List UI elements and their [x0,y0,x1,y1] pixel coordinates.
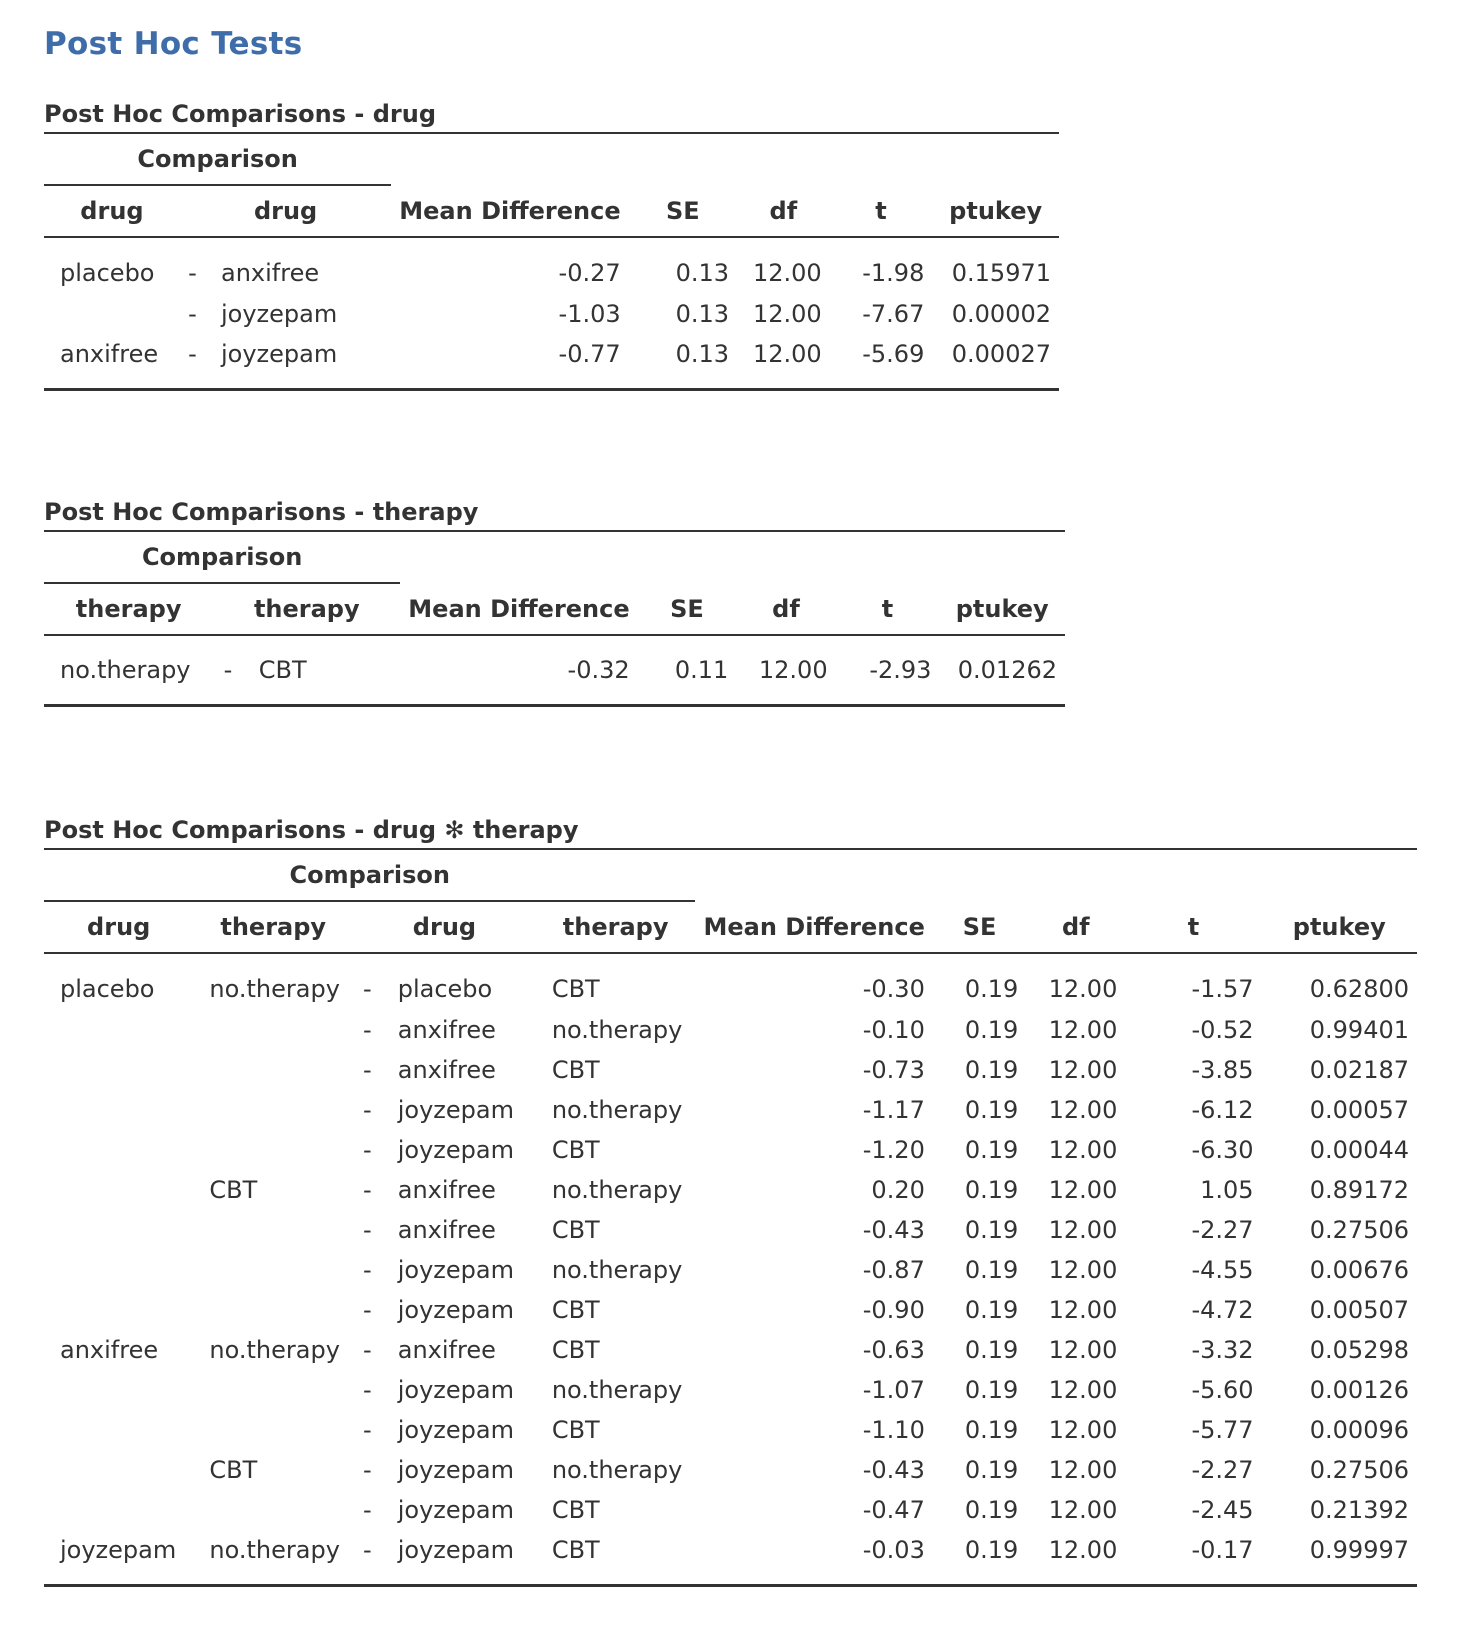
table-cell: anxifree [44,334,180,390]
table-cell: - [363,1376,372,1404]
table-row [44,1090,1417,1130]
table-cell: CBT [209,1456,258,1484]
table-cell: -0.03 [695,1530,932,1586]
table-cell: joyzepam [382,1530,536,1586]
table-cell: CBT [209,1176,258,1204]
table-cell: - [213,635,242,706]
table-cell: anxifree [60,1336,159,1364]
table-cell: 0.19 [964,1216,1019,1244]
table-row [44,1330,1417,1370]
posthoc-drug-table [44,132,1059,391]
table-cell: 0.19 [964,1296,1019,1324]
table-cell: joyzepam [397,1376,514,1404]
column-header: ptukey [1262,901,1417,953]
table-cell [193,1090,353,1130]
table-cell: placebo [60,259,155,287]
table-cell: 0.19 [964,1336,1019,1364]
table-cell [193,1250,353,1290]
table-cell [193,1010,353,1050]
table-cell: 12.00 [1026,1530,1125,1586]
table-cell: 12.00 [1048,1496,1118,1524]
table-cell: 0.20 [871,1176,925,1204]
column-header: therapy [44,583,213,635]
table-cell: no.therapy [209,975,340,1003]
table-body [44,953,1417,1586]
table-cell [193,1490,353,1530]
table-body [44,237,1059,390]
table-cell: -0.10 [862,1016,925,1044]
table-cell: 12.00 [1048,1136,1118,1164]
table-cell: 12.00 [1048,1416,1118,1444]
table-cell: 12.00 [1048,1096,1118,1124]
table-cell: 12.00 [1048,1376,1118,1404]
table-cell: joyzepam [205,334,391,390]
table-cell [193,1050,353,1090]
table-cell: - [363,1176,372,1204]
table-cell [44,1290,193,1330]
table-cell [193,1370,353,1410]
table-cell: placebo [60,975,155,1003]
table-cell: - [363,1216,372,1244]
table-cell: -5.60 [1191,1376,1254,1404]
table-cell: -0.43 [862,1216,925,1244]
column-header: Mean Difference [391,185,628,237]
table-cell: 0.00096 [1309,1416,1409,1444]
table-cell: -0.52 [1191,1016,1254,1044]
table-cell: anxifree [220,259,320,287]
column-header: ptukey [939,583,1065,635]
table-row [44,294,1059,334]
table-cell [193,1410,353,1450]
posthoc-therapy-table-section [44,494,1065,707]
table-cell: - [188,300,197,328]
table-row [44,635,1065,706]
table-cell: no.therapy [44,635,213,706]
table-cell: -2.93 [836,635,940,706]
table-cell: 12.00 [1048,1256,1118,1284]
table-cell: 0.19 [964,1376,1019,1404]
column-header: therapy [213,583,400,635]
table-cell: CBT [551,1336,600,1364]
table-row [44,1290,1417,1330]
posthoc-interaction-table [44,848,1417,1587]
column-header: df [737,185,830,237]
table-cell: - [363,1016,372,1044]
table-title: Post Hoc Comparisons - drug ✻ therapy [44,816,579,844]
table-cell: -1.98 [862,259,925,287]
table-cell: 0.05298 [1309,1336,1409,1364]
table-cell: no.therapy [551,1456,683,1484]
table-cell: anxifree [397,1176,496,1204]
column-header: t [830,185,933,237]
table-cell: 12.00 [1048,975,1118,1003]
table-cell: 0.00027 [932,334,1059,390]
table-cell: -0.43 [862,1456,925,1484]
table-cell [44,1010,193,1050]
table-cell: anxifree [397,1016,496,1044]
table-cell: -0.73 [862,1056,925,1084]
table-cell: 0.13 [675,259,730,287]
table-cell [44,1170,193,1210]
table-cell: -7.67 [862,300,925,328]
comparison-header: Comparison [44,133,391,185]
table-row [44,237,1059,294]
table-cell: CBT [551,1416,600,1444]
column-header: drug [44,901,193,953]
table-cell: -2.27 [1191,1216,1254,1244]
table-cell: -6.12 [1191,1096,1254,1124]
table-cell: 0.99997 [1262,1530,1417,1586]
posthoc-therapy-table [44,530,1065,707]
table-cell: - [353,1530,382,1586]
table-cell: 0.00002 [951,300,1051,328]
table-cell: 0.00057 [1309,1096,1409,1124]
table-cell: no.therapy [551,1376,683,1404]
table-cell: CBT [243,635,401,706]
table-cell [44,1450,193,1490]
table-cell: 0.19 [964,1496,1019,1524]
column-header: drug [44,185,180,237]
table-cell [44,1250,193,1290]
column-header: t [1125,901,1261,953]
table-cell: CBT [551,1296,600,1324]
table-row [44,334,1059,390]
table-cell: -1.07 [862,1376,925,1404]
column-header: Mean Difference [400,583,637,635]
table-cell: 0.19 [964,1096,1019,1124]
table-cell: placebo [397,975,493,1003]
table-cell: 12.00 [736,635,835,706]
table-cell: anxifree [397,1336,496,1364]
table-cell: CBT [551,1216,600,1244]
table-cell: 12.00 [737,334,830,390]
table-cell: - [363,1456,372,1484]
table-cell: - [188,259,197,287]
comparison-header: Comparison [44,849,695,901]
table-cell: 0.27506 [1309,1216,1409,1244]
column-header: df [736,583,835,635]
table-cell: -0.90 [862,1296,925,1324]
table-row [44,1450,1417,1490]
table-cell: 12.00 [752,300,822,328]
table-cell: 12.00 [1048,1216,1118,1244]
table-cell: 12.00 [1048,1336,1118,1364]
table-cell: - [363,1056,372,1084]
table-cell: 1.05 [1200,1176,1254,1204]
table-cell: -1.03 [558,300,621,328]
column-header: therapy [193,901,353,953]
table-row [44,1210,1417,1250]
table-cell: 0.27506 [1309,1456,1409,1484]
table-cell: 0.13 [629,334,737,390]
table-cell: 0.19 [964,1176,1019,1204]
table-cell: -4.55 [1191,1256,1254,1284]
table-cell: -2.45 [1191,1496,1254,1524]
table-row [44,1050,1417,1090]
table-row [44,1130,1417,1170]
column-header: ptukey [932,185,1059,237]
table-cell: 12.00 [1048,1456,1118,1484]
table-cell [193,1130,353,1170]
table-row [44,1530,1417,1586]
table-cell: 0.01262 [939,635,1065,706]
table-cell: -0.47 [862,1496,925,1524]
table-cell: -1.57 [1191,975,1254,1003]
table-cell: 0.19 [964,1416,1019,1444]
table-cell [44,1090,193,1130]
column-header: t [836,583,940,635]
column-header: df [1026,901,1125,953]
table-cell: 0.13 [675,300,730,328]
column-header: Mean Difference [695,901,932,953]
page-title: Post Hoc Tests [44,26,303,62]
table-row [44,1410,1417,1450]
table-cell: CBT [551,1136,600,1164]
table-cell: CBT [551,1496,600,1524]
table-cell: joyzepam [220,300,338,328]
table-cell: 0.02187 [1309,1056,1409,1084]
table-cell: 0.19 [964,1456,1019,1484]
table-cell: 0.62800 [1309,975,1409,1003]
table-cell: -1.17 [862,1096,925,1124]
comparison-header: Comparison [44,531,400,583]
table-cell: joyzepam [44,1530,193,1586]
table-cell: - [180,334,205,390]
table-cell: -5.69 [830,334,933,390]
table-cell: joyzepam [397,1136,514,1164]
table-cell: 0.19 [933,1530,1026,1586]
table-cell: joyzepam [397,1296,514,1324]
table-title: Post Hoc Comparisons - drug [44,100,436,128]
table-row [44,953,1417,1010]
table-cell: joyzepam [397,1496,514,1524]
column-header: SE [933,901,1026,953]
table-cell: no.therapy [551,1176,683,1204]
table-cell: 0.11 [638,635,737,706]
table-cell: - [363,1296,372,1324]
table-cell: 0.19 [964,1016,1019,1044]
table-cell: 0.89172 [1309,1176,1409,1204]
table-cell: -0.87 [862,1256,925,1284]
table-cell [44,1050,193,1090]
table-cell: - [363,975,372,1003]
table-body [44,635,1065,706]
table-cell: joyzepam [397,1416,514,1444]
table-cell: 12.00 [1048,1296,1118,1324]
table-cell [44,1490,193,1530]
table-cell: -2.27 [1191,1456,1254,1484]
table-cell: anxifree [397,1056,496,1084]
table-cell: no.therapy [551,1016,683,1044]
table-cell: 12.00 [1048,1056,1118,1084]
table-cell: - [363,1256,372,1284]
table-cell: -0.63 [862,1336,925,1364]
table-cell [44,1410,193,1450]
table-cell: -1.20 [862,1136,925,1164]
column-header: drug [180,185,391,237]
table-cell: 0.19 [964,1256,1019,1284]
posthoc-drug-table-section [44,96,1059,391]
column-header: therapy [536,901,696,953]
table-cell [193,1290,353,1330]
table-cell [44,1130,193,1170]
table-title: Post Hoc Comparisons - therapy [44,498,479,526]
table-cell: -6.30 [1191,1136,1254,1164]
table-row [44,1010,1417,1050]
table-cell: -0.27 [558,259,621,287]
table-cell: - [363,1336,372,1364]
column-header: SE [629,185,737,237]
table-cell: - [363,1416,372,1444]
table-row [44,1490,1417,1530]
table-cell: -4.72 [1191,1296,1254,1324]
table-cell: 0.99401 [1309,1016,1409,1044]
table-cell: 0.21392 [1309,1496,1409,1524]
table-cell: - [363,1096,372,1124]
table-cell: -0.30 [862,975,925,1003]
table-cell: 12.00 [1048,1176,1118,1204]
table-cell: -5.77 [1191,1416,1254,1444]
table-cell [44,1370,193,1410]
table-cell: no.therapy [193,1530,353,1586]
column-header: SE [638,583,737,635]
table-cell: 0.00676 [1309,1256,1409,1284]
table-cell: 0.00126 [1309,1376,1409,1404]
table-cell: 12.00 [1048,1016,1118,1044]
table-cell: 0.19 [964,1056,1019,1084]
table-row [44,1250,1417,1290]
table-cell: 0.19 [964,975,1019,1003]
table-cell: -0.32 [400,635,637,706]
table-cell [193,1210,353,1250]
table-cell: no.therapy [551,1256,683,1284]
table-cell: anxifree [397,1216,496,1244]
posthoc-interaction-table-section [44,812,1417,1587]
table-cell: 0.00507 [1309,1296,1409,1324]
table-cell: 0.15971 [951,259,1051,287]
table-cell: CBT [536,1530,696,1586]
table-cell: -0.77 [391,334,628,390]
table-cell: 0.19 [964,1136,1019,1164]
table-row [44,1170,1417,1210]
table-cell: -1.10 [862,1416,925,1444]
column-header: drug [353,901,536,953]
table-cell: joyzepam [397,1456,514,1484]
table-cell: -3.32 [1191,1336,1254,1364]
table-cell: -3.85 [1191,1056,1254,1084]
table-cell: - [363,1496,372,1524]
table-cell: joyzepam [397,1096,514,1124]
table-row [44,1370,1417,1410]
table-cell: -0.17 [1125,1530,1261,1586]
table-cell: 12.00 [752,259,822,287]
table-cell [44,1210,193,1250]
table-cell: no.therapy [551,1096,683,1124]
table-cell: no.therapy [209,1336,340,1364]
table-cell: - [363,1136,372,1164]
table-cell: CBT [551,975,600,1003]
table-cell: joyzepam [397,1256,514,1284]
table-cell [44,294,180,334]
table-cell: CBT [551,1056,600,1084]
table-cell: 0.00044 [1309,1136,1409,1164]
